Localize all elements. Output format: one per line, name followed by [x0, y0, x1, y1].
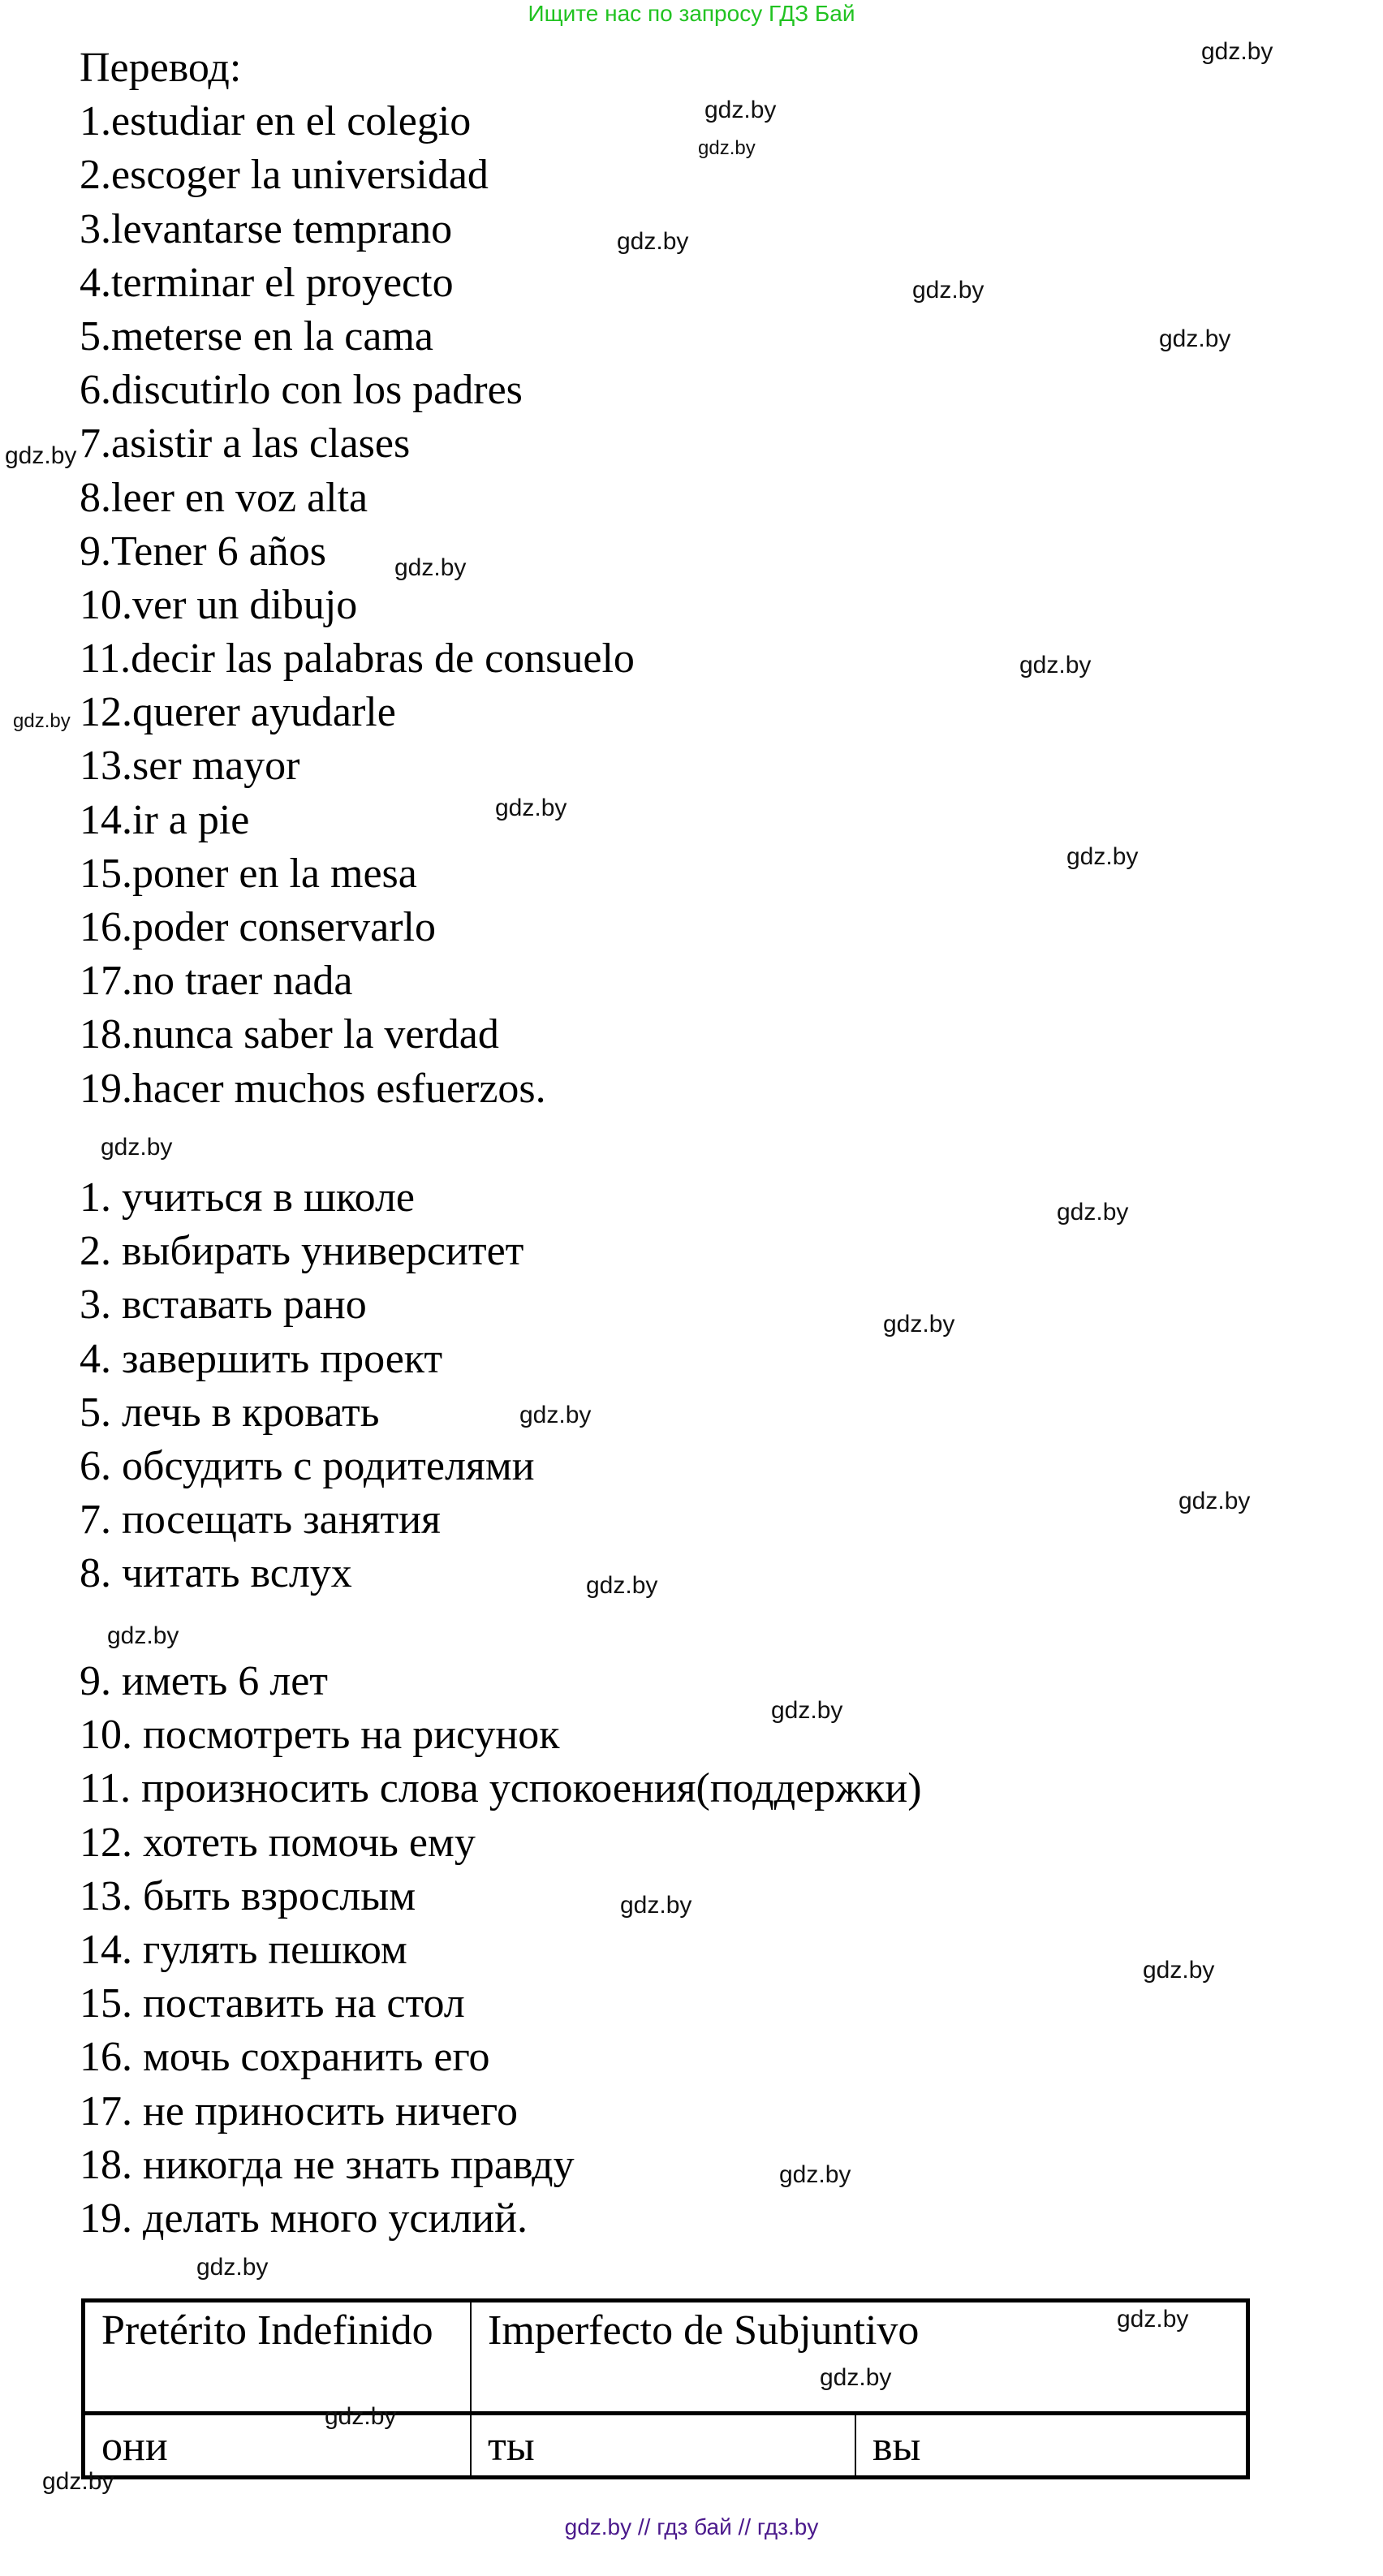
- watermark-text: gdz.by: [820, 2364, 892, 2391]
- watermark-text: gdz.by: [912, 277, 984, 304]
- list-item: 12.querer ayudarle: [80, 689, 396, 736]
- list-row: [80, 1278, 535, 1332]
- list-item: 15. поставить на стол: [80, 1980, 465, 2027]
- watermark-text: gdz.by: [698, 137, 756, 159]
- watermark-text: gdz.by: [101, 1134, 173, 1161]
- list-row: [80, 1762, 922, 1816]
- list-item: 17. не приносить ничего: [80, 2087, 518, 2134]
- list-item: 7. посещать занятия: [80, 1497, 441, 1544]
- watermark-text: gdz.by: [394, 554, 467, 581]
- watermark-text: gdz.by: [495, 795, 567, 821]
- list-item: 6. обсудить с родителями: [80, 1442, 535, 1489]
- table-header-imperfecto: Imperfecto de Subjuntivo: [471, 2301, 1248, 2414]
- list-item: 3. вставать рано: [80, 1282, 367, 1329]
- list-item: 19. делать много усилий.: [80, 2195, 528, 2242]
- heading: Перевод:: [80, 45, 242, 91]
- watermark-text: gdz.by: [1159, 325, 1231, 352]
- list-row: [80, 954, 635, 1008]
- list-item: 8. читать вслух: [80, 1550, 352, 1597]
- list-row: [80, 417, 635, 471]
- watermark-text: gdz.by: [586, 1572, 658, 1599]
- list-row: [80, 579, 635, 632]
- list-item: 17.no traer nada: [80, 958, 353, 1005]
- list-item: 8.leer en voz alta: [80, 474, 368, 521]
- list-row: [80, 472, 635, 525]
- watermark-text: gdz.by: [42, 2468, 114, 2495]
- list-row: [80, 1062, 635, 1116]
- list-row: [80, 1870, 922, 1923]
- table-cell-you-singular: ты: [471, 2414, 855, 2478]
- list-row: [80, 1333, 535, 1386]
- list-item: 1. учиться в школе: [80, 1174, 415, 1221]
- list-item: 2.escoger la universidad: [80, 152, 489, 199]
- list-row: [80, 1816, 922, 1870]
- list-row: [80, 1171, 535, 1225]
- spanish-phrase-list: [80, 41, 635, 1116]
- list-row: [80, 739, 635, 793]
- list-item: 14. гулять пешком: [80, 1926, 407, 1973]
- list-row: [80, 1493, 535, 1547]
- list-row: [80, 525, 635, 579]
- watermark-text: gdz.by: [779, 2161, 851, 2188]
- list-row: [80, 203, 635, 256]
- list-row: [80, 310, 635, 364]
- list-item: 10. посмотреть на рисунок: [80, 1712, 560, 1759]
- list-row: [80, 364, 635, 417]
- footer-links[interactable]: gdz.by // гдз бай // гдз.by: [564, 2514, 819, 2539]
- list-row: [80, 2031, 922, 2084]
- list-item: 12. хотеть помочь ему: [80, 1819, 476, 1866]
- list-item: 16.poder conservarlo: [80, 904, 436, 950]
- list-item: 9.Tener 6 años: [80, 528, 326, 575]
- watermark-text: gdz.by: [1057, 1199, 1129, 1226]
- list-item: 5.meterse en la cama: [80, 312, 433, 360]
- watermark-text: gdz.by: [883, 1311, 955, 1338]
- list-item: 4.terminar el proyecto: [80, 259, 454, 306]
- watermark-text: gdz.by: [196, 2254, 269, 2281]
- watermark-text: gdz.by: [13, 710, 71, 732]
- list-item: 13.ser mayor: [80, 743, 300, 790]
- list-item: 18. никогда не знать правду: [80, 2141, 575, 2188]
- list-item: 5. лечь в кровать: [80, 1389, 380, 1436]
- list-item: 18.nunca saber la verdad: [80, 1011, 499, 1058]
- watermark-text: gdz.by: [771, 1697, 843, 1724]
- russian-translation-list-part2: [80, 1655, 922, 2246]
- list-row: [80, 847, 635, 901]
- list-row: [80, 256, 635, 310]
- russian-translation-list-part1: [80, 1171, 535, 1601]
- list-row: [80, 95, 635, 149]
- list-row: [80, 149, 635, 202]
- watermark-text: gdz.by: [107, 1622, 179, 1649]
- table-cell-you-plural: вы: [855, 2414, 1248, 2478]
- list-item: 13. быть взрослым: [80, 1872, 416, 1919]
- watermark-text: gdz.by: [1178, 1488, 1251, 1514]
- watermark-text: gdz.by: [1143, 1957, 1215, 1984]
- watermark-text: gdz.by: [1117, 2306, 1189, 2333]
- list-row: [80, 1547, 535, 1600]
- table-header-preterito: Pretérito Indefinido: [84, 2301, 472, 2414]
- list-row: [80, 1008, 635, 1062]
- list-item: 2. выбирать университет: [80, 1228, 524, 1275]
- list-item: 3.levantarse temprano: [80, 205, 453, 252]
- list-row: [80, 1977, 922, 2031]
- watermark-text: gdz.by: [325, 2403, 397, 2430]
- list-item: 9. иметь 6 лет: [80, 1658, 329, 1704]
- list-row: [80, 1225, 535, 1278]
- list-item: 14.ir a pie: [80, 796, 250, 843]
- list-item: 11.decir las palabras de consuelo: [80, 635, 635, 683]
- list-item: 16. мочь сохранить его: [80, 2034, 490, 2081]
- list-row: [80, 632, 635, 686]
- list-row: [80, 1923, 922, 1977]
- watermark-text: gdz.by: [519, 1402, 592, 1428]
- heading-row: [80, 41, 635, 95]
- list-item: 4. завершить проект: [80, 1335, 443, 1382]
- list-item: 6.discutirlo con los padres: [80, 367, 523, 414]
- watermark-text: gdz.by: [704, 97, 777, 123]
- list-row: [80, 2192, 922, 2246]
- watermark-text: gdz.by: [1201, 38, 1273, 65]
- list-item: 10.ver un dibujo: [80, 581, 358, 628]
- list-row: [80, 1440, 535, 1493]
- list-row: [80, 901, 635, 954]
- watermark-text: gdz.by: [5, 442, 77, 469]
- list-item: 11. произносить слова успокоения(поддержки): [80, 1765, 922, 1812]
- watermark-text: gdz.by: [1019, 652, 1092, 678]
- watermark-text: gdz.by: [1066, 843, 1139, 870]
- list-row: [80, 686, 635, 739]
- list-item: 19.hacer muchos esfuerzos.: [80, 1065, 546, 1112]
- search-hint-banner: Ищите нас по запросу ГДЗ Бай: [528, 1, 855, 26]
- conjugation-table: [81, 2298, 1250, 2479]
- table-cell-they: они: [84, 2414, 472, 2478]
- list-item: 15.poner en la mesa: [80, 850, 417, 897]
- watermark-text: gdz.by: [617, 228, 689, 255]
- list-item: 1.estudiar en el colegio: [80, 98, 472, 145]
- list-row: [80, 2085, 922, 2139]
- list-item: 7.asistir a las clases: [80, 420, 411, 467]
- list-row: [80, 1386, 535, 1440]
- watermark-text: gdz.by: [620, 1892, 692, 1919]
